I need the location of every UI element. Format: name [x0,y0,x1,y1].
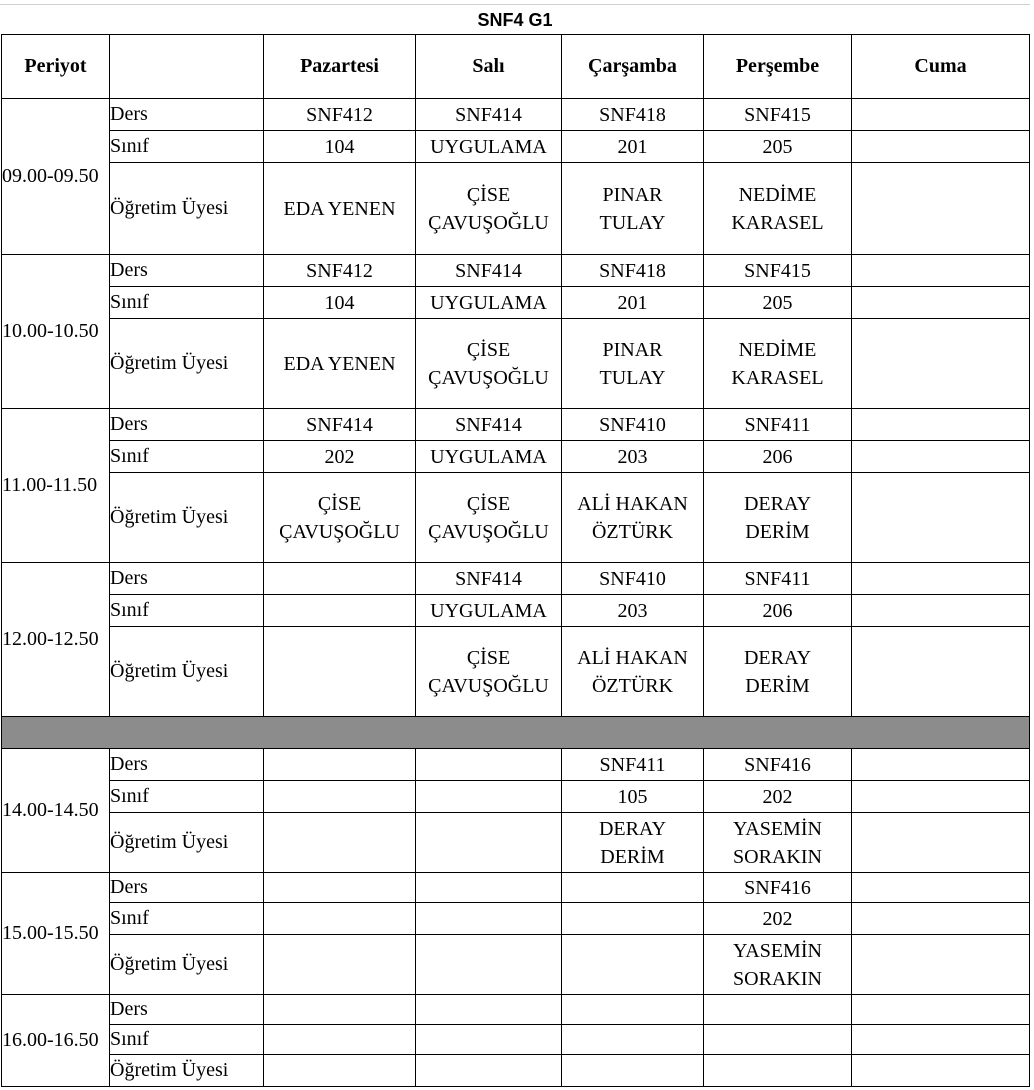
course-label: Ders [110,409,264,441]
room-cell-wednesday [562,903,704,935]
period-time: 11.00-11.50 [2,409,110,563]
room-cell-monday: 202 [264,441,416,473]
room-cell-friday [852,1025,1030,1055]
course-cell-thursday: SNF415 [704,99,852,131]
course-label: Ders [110,255,264,287]
room-cell-friday [852,287,1030,319]
course-cell-wednesday: SNF411 [562,749,704,781]
schedule-body [2,99,1030,1087]
instructor-name-line: TULAY [599,366,666,389]
instructor-label: Öğretim Üyesi [110,1055,264,1087]
course-cell-wednesday: SNF418 [562,99,704,131]
room-cell-monday [264,903,416,935]
instructor-name-line: DERİM [745,674,810,697]
instructor-name-line: ÇİSE [466,646,511,669]
room-cell-tuesday: UYGULAMA [416,131,562,163]
lunch-break-cell [2,717,1030,749]
instructor-cell-wednesday [562,935,704,995]
room-row [2,1025,1030,1055]
course-cell-friday [852,995,1030,1025]
course-cell-friday [852,255,1030,287]
course-label: Ders [110,749,264,781]
course-cell-wednesday: SNF418 [562,255,704,287]
instructor-cell-tuesday [416,1055,562,1087]
instructor-cell-friday [852,1055,1030,1087]
instructor-cell-monday [264,627,416,717]
room-cell-monday [264,595,416,627]
instructor-name-line: TULAY [599,211,666,234]
course-cell-monday [264,873,416,903]
instructor-cell-wednesday [562,473,704,563]
course-label: Ders [110,563,264,595]
course-row [2,563,1030,595]
instructor-name-line: ALİ HAKAN [577,492,688,515]
instructor-name-line: ÇİSE [466,183,511,206]
period-time: 09.00-09.50 [2,99,110,255]
room-row [2,287,1030,319]
instructor-name-line: ÇİSE [466,338,511,361]
instructor-row [2,627,1030,717]
instructor-name-line: DERAY [743,646,812,669]
instructor-cell-friday [852,813,1030,873]
instructor-cell-friday [852,935,1030,995]
instructor-cell-tuesday [416,319,562,409]
room-cell-tuesday: UYGULAMA [416,287,562,319]
room-row [2,595,1030,627]
room-row [2,131,1030,163]
instructor-name-line: DERİM [745,520,810,543]
header-day-tuesday: Salı [416,35,562,99]
course-row [2,749,1030,781]
room-cell-wednesday: 201 [562,131,704,163]
instructor-cell-wednesday [562,319,704,409]
room-cell-friday [852,903,1030,935]
period-time: 10.00-10.50 [2,255,110,409]
header-row [2,35,1030,99]
course-cell-tuesday: SNF414 [416,563,562,595]
room-cell-tuesday: UYGULAMA [416,595,562,627]
instructor-label: Öğretim Üyesi [110,163,264,255]
instructor-name-line: ÖZTÜRK [591,674,674,697]
instructor-row [2,319,1030,409]
room-cell-wednesday: 203 [562,595,704,627]
course-cell-monday: SNF412 [264,255,416,287]
schedule-table [1,34,1030,1087]
room-cell-tuesday [416,781,562,813]
instructor-cell-tuesday [416,627,562,717]
instructor-cell-monday [264,1055,416,1087]
room-row [2,781,1030,813]
room-label: Sınıf [110,903,264,935]
course-cell-thursday: SNF415 [704,255,852,287]
instructor-name-line: PINAR [602,338,663,361]
course-cell-friday [852,749,1030,781]
course-label: Ders [110,873,264,903]
instructor-name-line: SORAKIN [733,845,822,868]
room-label: Sınıf [110,287,264,319]
instructor-name-line: ÇAVUŞOĞLU [428,366,549,389]
room-cell-wednesday: 201 [562,287,704,319]
instructor-cell-thursday [704,163,852,255]
course-label: Ders [110,995,264,1025]
course-cell-thursday: SNF416 [704,749,852,781]
instructor-cell-friday [852,319,1030,409]
instructor-label: Öğretim Üyesi [110,813,264,873]
instructor-cell-thursday [704,1055,852,1087]
header-period: Periyot [2,35,110,99]
room-cell-thursday: 202 [704,903,852,935]
instructor-cell-tuesday [416,473,562,563]
course-cell-thursday: SNF411 [704,563,852,595]
instructor-cell-wednesday [562,813,704,873]
room-label: Sınıf [110,595,264,627]
course-cell-tuesday: SNF414 [416,99,562,131]
course-cell-monday: SNF414 [264,409,416,441]
instructor-row [2,813,1030,873]
instructor-name-line: ÇAVUŞOĞLU [279,520,400,543]
room-label: Sınıf [110,781,264,813]
course-row [2,255,1030,287]
room-cell-thursday: 202 [704,781,852,813]
course-row [2,409,1030,441]
course-cell-tuesday [416,749,562,781]
instructor-cell-monday [264,163,416,255]
room-cell-thursday [704,1025,852,1055]
header-day-friday: Cuma [852,35,1030,99]
room-cell-wednesday [562,1025,704,1055]
instructor-cell-wednesday [562,627,704,717]
course-cell-friday [852,873,1030,903]
course-cell-monday [264,563,416,595]
course-cell-friday [852,409,1030,441]
instructor-label: Öğretim Üyesi [110,935,264,995]
instructor-cell-friday [852,627,1030,717]
header-day-wednesday: Çarşamba [562,35,704,99]
course-cell-friday [852,99,1030,131]
course-cell-monday [264,749,416,781]
instructor-row [2,163,1030,255]
room-cell-monday [264,781,416,813]
room-cell-friday [852,131,1030,163]
room-cell-thursday: 206 [704,441,852,473]
instructor-cell-tuesday [416,163,562,255]
room-cell-monday [264,1025,416,1055]
room-label: Sınıf [110,131,264,163]
room-label: Sınıf [110,441,264,473]
course-cell-wednesday [562,873,704,903]
instructor-name-line: NEDİME [738,338,817,361]
instructor-name-line: ÇİSE [317,492,362,515]
room-label: Sınıf [110,1025,264,1055]
instructor-name-line: ÇİSE [466,492,511,515]
course-cell-wednesday: SNF410 [562,563,704,595]
instructor-cell-tuesday [416,813,562,873]
course-cell-tuesday [416,995,562,1025]
instructor-name-line: KARASEL [731,211,824,234]
instructor-cell-thursday [704,473,852,563]
course-cell-wednesday: SNF410 [562,409,704,441]
sheet-title: SNF4 G1 [0,4,1030,35]
room-cell-wednesday: 203 [562,441,704,473]
instructor-name-line: NEDİME [738,183,817,206]
instructor-cell-thursday [704,935,852,995]
instructor-label: Öğretim Üyesi [110,473,264,563]
course-cell-thursday: SNF416 [704,873,852,903]
course-cell-thursday [704,995,852,1025]
room-cell-thursday: 205 [704,287,852,319]
course-cell-tuesday: SNF414 [416,409,562,441]
room-cell-friday [852,441,1030,473]
room-row [2,441,1030,473]
instructor-name-line: YASEMİN [733,939,822,962]
instructor-cell-wednesday [562,163,704,255]
instructor-cell-monday [264,813,416,873]
course-row [2,873,1030,903]
course-row [2,995,1030,1025]
header-day-monday: Pazartesi [264,35,416,99]
instructor-row [2,473,1030,563]
room-cell-tuesday [416,903,562,935]
instructor-name-line: SORAKIN [733,967,822,990]
course-cell-wednesday [562,995,704,1025]
period-time: 16.00-16.50 [2,995,110,1087]
room-cell-friday [852,595,1030,627]
instructor-name-line: DERİM [600,845,665,868]
period-time: 15.00-15.50 [2,873,110,995]
header-blank [110,35,264,99]
period-time: 12.00-12.50 [2,563,110,717]
course-cell-monday: SNF412 [264,99,416,131]
instructor-name-line: ÖZTÜRK [591,520,674,543]
instructor-row [2,935,1030,995]
instructor-name-line: ÇAVUŞOĞLU [428,520,549,543]
instructor-row [2,1055,1030,1087]
instructor-cell-friday [852,473,1030,563]
instructor-cell-thursday [704,319,852,409]
room-cell-friday [852,781,1030,813]
course-cell-friday [852,563,1030,595]
instructor-cell-monday [264,319,416,409]
course-cell-tuesday: SNF414 [416,255,562,287]
instructor-cell-thursday [704,627,852,717]
room-cell-thursday: 206 [704,595,852,627]
room-cell-monday: 104 [264,287,416,319]
room-cell-wednesday: 105 [562,781,704,813]
lunch-break-row [2,717,1030,749]
instructor-label: Öğretim Üyesi [110,627,264,717]
room-cell-thursday: 205 [704,131,852,163]
room-cell-monday: 104 [264,131,416,163]
instructor-name-line: KARASEL [731,366,824,389]
course-label: Ders [110,99,264,131]
room-cell-tuesday: UYGULAMA [416,441,562,473]
instructor-cell-tuesday [416,935,562,995]
instructor-cell-thursday [704,813,852,873]
instructor-cell-wednesday [562,1055,704,1087]
instructor-name-line: EDA YENEN [283,197,396,220]
instructor-name-line: PINAR [602,183,663,206]
instructor-label: Öğretim Üyesi [110,319,264,409]
instructor-cell-monday [264,935,416,995]
course-row [2,99,1030,131]
course-cell-monday [264,995,416,1025]
period-time: 14.00-14.50 [2,749,110,873]
instructor-name-line: DERAY [743,492,812,515]
instructor-cell-friday [852,163,1030,255]
room-row [2,903,1030,935]
instructor-name-line: ÇAVUŞOĞLU [428,211,549,234]
room-cell-tuesday [416,1025,562,1055]
instructor-name-line: EDA YENEN [283,352,396,375]
instructor-name-line: DERAY [598,817,667,840]
header-day-thursday: Perşembe [704,35,852,99]
course-cell-thursday: SNF411 [704,409,852,441]
instructor-cell-monday [264,473,416,563]
instructor-name-line: ALİ HAKAN [577,646,688,669]
instructor-name-line: YASEMİN [733,817,822,840]
course-cell-tuesday [416,873,562,903]
instructor-name-line: ÇAVUŞOĞLU [428,674,549,697]
